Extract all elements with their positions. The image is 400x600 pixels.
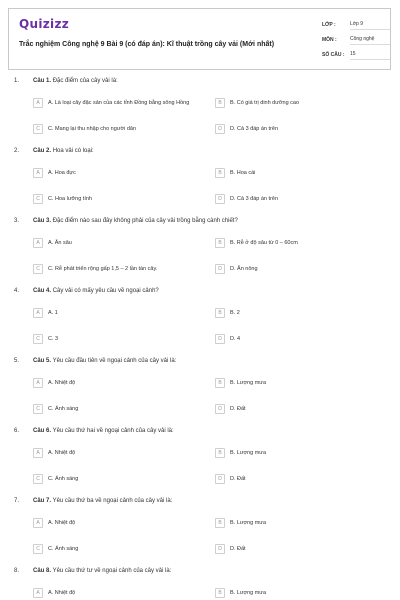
question-number: 2. <box>14 148 20 154</box>
question-label: Câu 8. <box>33 568 52 574</box>
meta-value: Lớp 9 <box>350 19 390 30</box>
question-text <box>33 218 373 224</box>
question-number: 4. <box>14 288 20 294</box>
answer-letter-box: C <box>33 544 43 554</box>
question-label: Câu 2. <box>33 148 52 154</box>
answer-option[interactable] <box>215 542 385 556</box>
answer-option[interactable] <box>215 236 385 250</box>
answer-option[interactable] <box>33 96 203 110</box>
answer-letter-box: A <box>33 238 43 248</box>
question-text <box>33 498 373 504</box>
answer-option[interactable] <box>215 192 385 206</box>
answer-option[interactable] <box>215 122 385 136</box>
answer-letter-box: A <box>33 448 43 458</box>
answer-text: A. Nhiệt độ <box>48 589 76 596</box>
question-label: Câu 3. <box>33 218 52 224</box>
answer-option[interactable] <box>33 236 203 250</box>
question-text <box>33 358 373 364</box>
answer-letter-box: C <box>33 124 43 134</box>
answer-text: C. Hoa lưỡng tính <box>48 195 92 202</box>
answer-letter-box: C <box>33 334 43 344</box>
answer-letter-box: B <box>215 98 225 108</box>
question-body: Yêu cầu thứ ba về ngoại cảnh của cây vải là: <box>52 498 173 504</box>
question-text <box>33 78 373 84</box>
question-text <box>33 148 373 154</box>
answer-text: B. Rễ ở độ sâu từ 0 – 60cm <box>230 239 298 246</box>
answer-text: C. Ánh sáng <box>48 545 79 552</box>
question-body: Yêu cầu thứ hai về ngoại cảnh của cây vải là: <box>52 428 174 434</box>
answer-letter-box: B <box>215 168 225 178</box>
question-body: Cây vải có mấy yêu cầu về ngoại cảnh? <box>52 288 159 294</box>
question-body: Đặc điểm nào sau đây không phải của cây vải trồng bằng cành chiết? <box>52 218 238 224</box>
question-label: Câu 1. <box>33 78 52 84</box>
answer-letter-box: D <box>215 124 225 134</box>
meta-label: LỚP : <box>322 21 336 28</box>
question-label: Câu 7. <box>33 498 52 504</box>
answer-option[interactable] <box>215 516 385 530</box>
answer-text: B. 2 <box>230 309 240 316</box>
answer-text: B. Lượng mưa <box>230 589 267 596</box>
meta-label: MÔN : <box>322 36 337 43</box>
answer-letter-box: B <box>215 378 225 388</box>
question-text <box>33 428 373 434</box>
answer-text: D. Đất <box>230 475 246 482</box>
answer-text: A. Nhiệt độ <box>48 379 76 386</box>
answer-text: B. Lượng mưa <box>230 379 267 386</box>
worksheet-meta <box>322 17 390 62</box>
question-number: 8. <box>14 568 20 574</box>
answer-text: A. 1 <box>48 309 58 316</box>
answer-letter-box: C <box>33 194 43 204</box>
answer-option[interactable] <box>33 402 203 416</box>
question-number: 1. <box>14 78 20 84</box>
answer-text: D. Đất <box>230 405 246 412</box>
answer-text: D. Cả 3 đáp án trên <box>230 125 279 132</box>
answer-option[interactable] <box>33 376 203 390</box>
answer-letter-box: A <box>33 378 43 388</box>
question-body: Hoa vải có loại: <box>52 148 94 154</box>
question-number: 5. <box>14 358 20 364</box>
answer-option[interactable] <box>33 166 203 180</box>
answer-option[interactable] <box>33 586 203 600</box>
answer-text: D. Đất <box>230 545 246 552</box>
answer-text: B. Lượng mưa <box>230 449 267 456</box>
question-body: Yêu cầu đầu tiên về ngoại cảnh của cây vải là: <box>52 358 177 364</box>
question-text <box>33 288 373 294</box>
meta-row-count <box>322 47 390 62</box>
answer-letter-box: B <box>215 518 225 528</box>
answer-text: D. 4 <box>230 335 241 342</box>
worksheet-header <box>8 8 391 70</box>
answer-option[interactable] <box>215 586 385 600</box>
answer-option[interactable] <box>215 332 385 346</box>
question-text <box>33 568 373 574</box>
answer-text: A. Nhiệt độ <box>48 519 76 526</box>
answer-letter-box: C <box>33 404 43 414</box>
answer-text: D. Cả 3 đáp án trên <box>230 195 279 202</box>
answer-option[interactable] <box>215 96 385 110</box>
answer-letter-box: D <box>215 474 225 484</box>
answer-letter-box: A <box>33 168 43 178</box>
answer-option[interactable] <box>33 262 203 276</box>
answer-option[interactable] <box>33 472 203 486</box>
answer-option[interactable] <box>215 446 385 460</box>
answer-option[interactable] <box>215 166 385 180</box>
answer-option[interactable] <box>33 516 203 530</box>
answer-text: C. Ánh sáng <box>48 475 79 482</box>
answer-option[interactable] <box>215 402 385 416</box>
answer-letter-box: B <box>215 448 225 458</box>
answer-letter-box: D <box>215 264 225 274</box>
answer-letter-box: B <box>215 588 225 598</box>
answer-text: A. Nhiệt độ <box>48 449 76 456</box>
answer-option[interactable] <box>33 306 203 320</box>
meta-value: 15 <box>350 49 390 60</box>
answer-text: C. Ánh sáng <box>48 405 79 412</box>
answer-option[interactable] <box>215 262 385 276</box>
answer-text: C. Rễ phát triển rộng gấp 1,5 – 2 lần tán cây. <box>48 265 158 272</box>
answer-text: C. 3 <box>48 335 59 342</box>
answer-text: A. Là loại cây đặc sản của các tỉnh Đồng bằng sông Hồng <box>48 99 190 106</box>
question-number: 6. <box>14 428 20 434</box>
quizizz-logo: Quizizz <box>19 17 70 31</box>
answer-letter-box: B <box>215 238 225 248</box>
question-body: Yêu cầu thứ tư về ngoại cảnh của cây vải là: <box>52 568 172 574</box>
answer-option[interactable] <box>33 332 203 346</box>
answer-option[interactable] <box>33 122 203 136</box>
answer-text: D. Ăn nông <box>230 265 258 272</box>
meta-value: Công nghệ <box>350 34 390 45</box>
meta-label: SỐ CÂU : <box>322 51 345 58</box>
answer-option[interactable] <box>215 306 385 320</box>
question-number: 3. <box>14 218 20 224</box>
question-label: Câu 4. <box>33 288 52 294</box>
answer-letter-box: D <box>215 544 225 554</box>
answer-letter-box: C <box>33 474 43 484</box>
question-body: Đặc điểm của cây vải là: <box>52 78 118 84</box>
answer-option[interactable] <box>33 542 203 556</box>
meta-row-subject <box>322 32 390 47</box>
answer-text: A. Ăn sâu <box>48 239 72 246</box>
answer-option[interactable] <box>215 376 385 390</box>
worksheet-title: Trắc nghiệm Công nghệ 9 Bài 9 (có đáp án): Kĩ thuật trồng cây vải (Mới nhất) <box>19 41 275 48</box>
meta-row-class <box>322 17 390 32</box>
answer-text: B. Lượng mưa <box>230 519 267 526</box>
question-number: 7. <box>14 498 20 504</box>
answer-letter-box: A <box>33 308 43 318</box>
answer-letter-box: C <box>33 264 43 274</box>
question-label: Câu 6. <box>33 428 52 434</box>
answer-text: C. Mang lại thu nhập cho người dân <box>48 125 137 132</box>
answer-option[interactable] <box>33 192 203 206</box>
answer-letter-box: D <box>215 334 225 344</box>
answer-letter-box: A <box>33 588 43 598</box>
answer-option[interactable] <box>33 446 203 460</box>
answer-option[interactable] <box>215 472 385 486</box>
answer-letter-box: A <box>33 98 43 108</box>
answer-text: A. Hoa đực <box>48 169 76 176</box>
answer-text: B. Hoa cái <box>230 169 256 176</box>
question-label: Câu 5. <box>33 358 52 364</box>
answer-letter-box: D <box>215 404 225 414</box>
answer-letter-box: B <box>215 308 225 318</box>
answer-text: B. Có giá trị dinh dưỡng cao <box>230 99 300 106</box>
answer-letter-box: D <box>215 194 225 204</box>
answer-letter-box: A <box>33 518 43 528</box>
